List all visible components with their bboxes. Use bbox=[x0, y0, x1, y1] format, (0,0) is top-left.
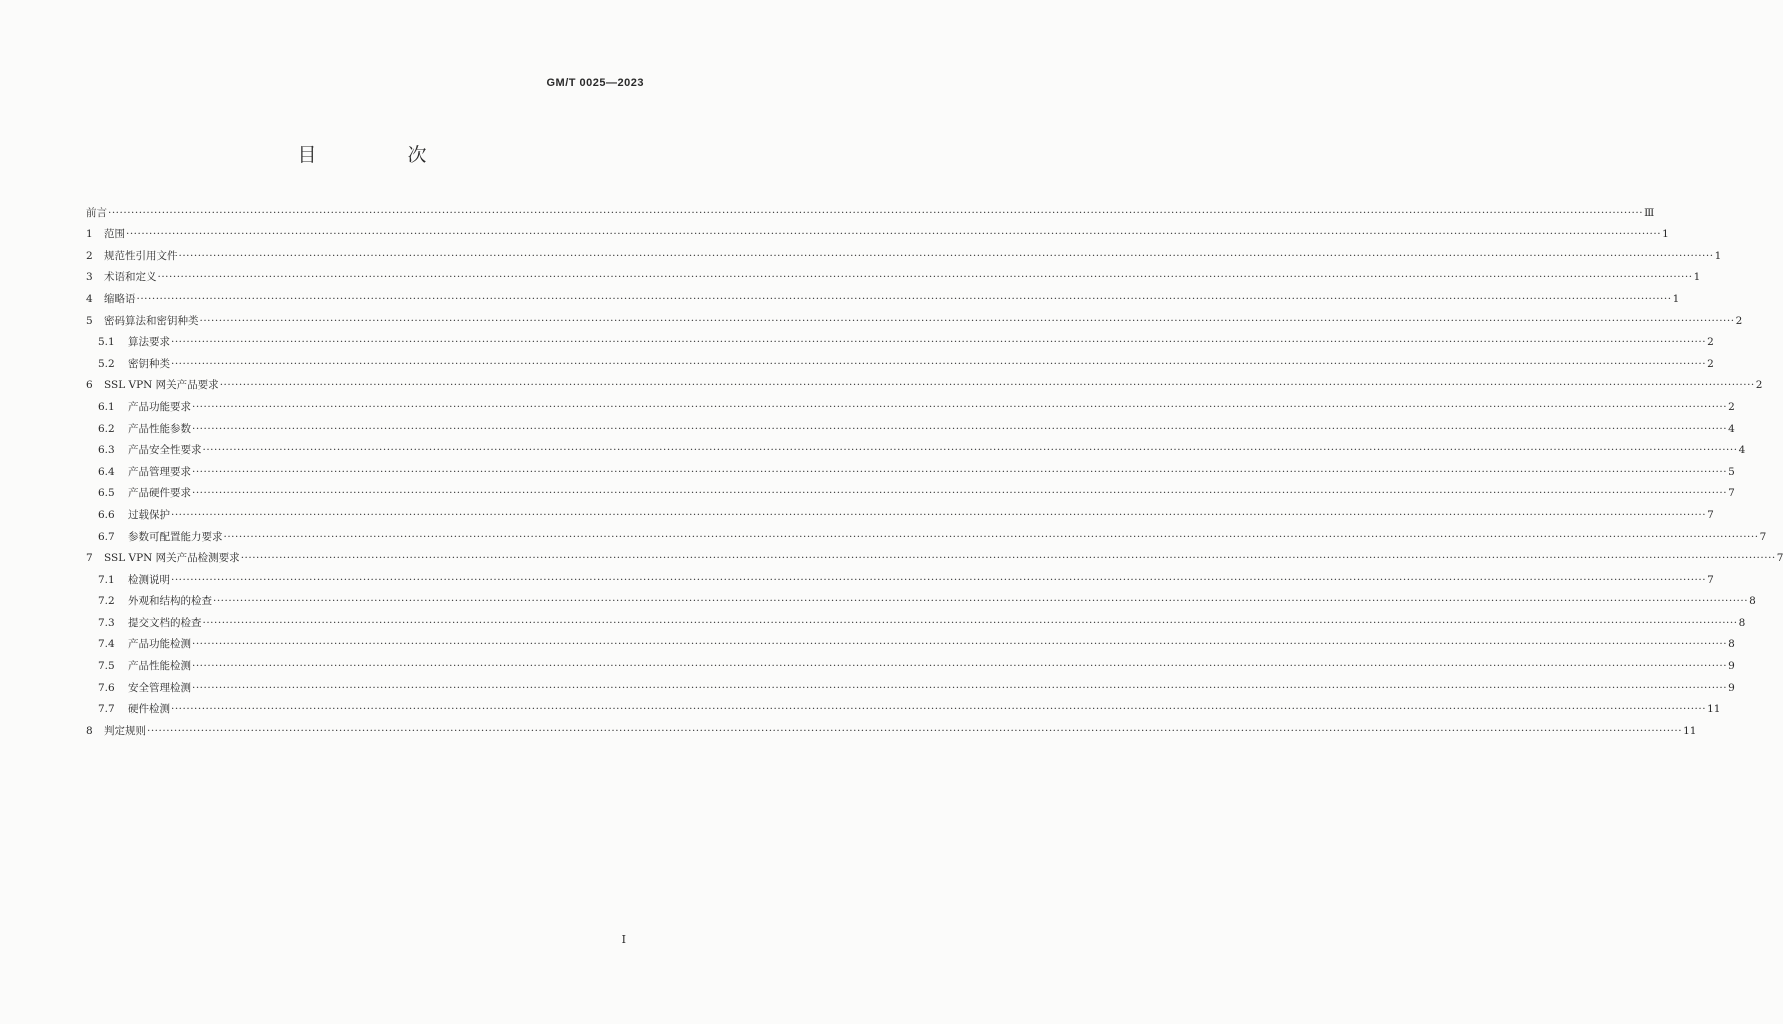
toc-entry-page: 7 bbox=[1707, 508, 1714, 521]
page-number: I bbox=[621, 933, 626, 946]
toc-entry-title: 密码算法和密钥种类 bbox=[104, 314, 199, 327]
toc-entry-page: 1 bbox=[1714, 249, 1722, 262]
toc-entry[interactable] bbox=[86, 349, 1714, 371]
toc-entry[interactable] bbox=[86, 328, 1714, 350]
toc-entry-number: 7.6 bbox=[98, 681, 115, 694]
toc-entry-number: 6.6 bbox=[98, 508, 115, 521]
toc-entry-title: 前言 bbox=[86, 206, 107, 219]
toc-entry-page: 1 bbox=[1662, 228, 1669, 241]
dot-leader: ················································································································································································································································································································································································································ bbox=[240, 552, 1776, 565]
toc-entry-title: 提交文档的检查 bbox=[128, 616, 202, 629]
toc-entry-page: 8 bbox=[1749, 595, 1756, 608]
toc-entry[interactable] bbox=[86, 371, 1763, 393]
toc-entry-number: 6 bbox=[86, 379, 93, 392]
toc-entry-number: 1 bbox=[86, 228, 93, 241]
toc-entry-page: 7 bbox=[1776, 552, 1783, 565]
toc-entry-title: SSL VPN 网关产品检测要求 bbox=[104, 552, 240, 565]
toc-entry-page: 2 bbox=[1735, 314, 1743, 327]
toc-entry-page: 11 bbox=[1683, 724, 1697, 737]
toc-entry[interactable] bbox=[86, 436, 1746, 458]
toc-entry-title: 安全管理检测 bbox=[128, 681, 191, 694]
toc-title: 目 次 bbox=[297, 144, 463, 166]
dot-leader: ················································································································································································································································································································································································································ bbox=[171, 336, 1707, 349]
toc-entry[interactable] bbox=[86, 414, 1735, 436]
toc-entry-title: 产品功能要求 bbox=[128, 400, 191, 413]
toc-entry-title: 硬件检测 bbox=[128, 703, 170, 716]
toc-entry[interactable] bbox=[86, 306, 1743, 328]
dot-leader: ················································································································································································································································································································································································································ bbox=[223, 530, 1759, 543]
toc-entry-page: 5 bbox=[1728, 465, 1735, 478]
toc-entry-page: 4 bbox=[1738, 444, 1746, 457]
dot-leader: ················································································································································································································································································································································································································ bbox=[171, 508, 1707, 521]
toc-entry-page: 1 bbox=[1693, 271, 1701, 284]
toc-entry-page: 2 bbox=[1707, 336, 1714, 349]
toc-entry-number: 6.3 bbox=[98, 444, 115, 457]
toc-entry[interactable] bbox=[86, 500, 1714, 522]
dot-leader: ················································································································································································································································································································································································································ bbox=[192, 638, 1728, 651]
toc-entry-number: 3 bbox=[86, 271, 93, 284]
toc-entry-number: 7.4 bbox=[98, 638, 115, 651]
toc-entry-page: 7 bbox=[1707, 573, 1714, 586]
toc-entry-number: 7.1 bbox=[98, 573, 115, 586]
toc-entry[interactable] bbox=[86, 587, 1756, 609]
toc-entry[interactable] bbox=[86, 695, 1721, 717]
toc-entry-page: 9 bbox=[1728, 681, 1735, 694]
toc-entry-title: 产品硬件要求 bbox=[128, 487, 191, 500]
dot-leader: ················································································································································································································································································································································································································ bbox=[136, 292, 1672, 305]
toc-entry[interactable] bbox=[86, 673, 1735, 695]
toc-entry[interactable] bbox=[86, 608, 1746, 630]
toc-entry-number: 6.4 bbox=[98, 465, 115, 478]
dot-leader: ················································································································································································································································································································································································································ bbox=[178, 249, 1714, 262]
toc-entry-number: 6.2 bbox=[98, 422, 115, 435]
toc-entry-page: 7 bbox=[1759, 530, 1767, 543]
toc-entry-number: 5.2 bbox=[98, 357, 115, 370]
toc-entry[interactable] bbox=[86, 651, 1735, 673]
toc-entry-page: Ⅲ bbox=[1644, 206, 1655, 219]
toc-entry-title: 规范性引用文件 bbox=[104, 249, 178, 262]
toc-entry-number: 6.1 bbox=[98, 400, 115, 413]
dot-leader: ················································································································································································································································································································································································································ bbox=[108, 206, 1644, 219]
table-of-contents bbox=[86, 198, 1783, 738]
toc-entry-number: 7.7 bbox=[98, 703, 115, 716]
toc-entry-number: 8 bbox=[86, 724, 93, 737]
toc-entry-title: 判定规则 bbox=[104, 724, 146, 737]
toc-entry-number: 6.7 bbox=[98, 530, 115, 543]
toc-entry-title: 检测说明 bbox=[128, 573, 170, 586]
toc-entry[interactable] bbox=[86, 198, 1655, 220]
toc-entry[interactable] bbox=[86, 630, 1735, 652]
toc-entry[interactable] bbox=[86, 544, 1783, 566]
toc-entry-page: 9 bbox=[1728, 660, 1735, 673]
toc-entry-page: 4 bbox=[1728, 422, 1735, 435]
toc-entry-number: 4 bbox=[86, 292, 93, 305]
toc-entry-page: 2 bbox=[1728, 400, 1735, 413]
toc-entry-number: 6.5 bbox=[98, 487, 115, 500]
dot-leader: ················································································································································································································································································································································································································ bbox=[213, 595, 1749, 608]
toc-entry[interactable] bbox=[86, 457, 1735, 479]
toc-entry[interactable] bbox=[86, 522, 1767, 544]
dot-leader: ················································································································································································································································································································································································································ bbox=[192, 681, 1728, 694]
dot-leader: ················································································································································································································································································································································································································ bbox=[171, 573, 1707, 586]
toc-entry-title: 产品管理要求 bbox=[128, 465, 191, 478]
toc-entry-page: 2 bbox=[1707, 357, 1714, 370]
toc-entry-number: 7.3 bbox=[98, 616, 115, 629]
toc-entry-page: 8 bbox=[1738, 616, 1746, 629]
toc-entry-title: 过载保护 bbox=[128, 508, 170, 521]
toc-entry[interactable] bbox=[86, 479, 1735, 501]
dot-leader: ················································································································································································································································································································································································································ bbox=[202, 444, 1738, 457]
dot-leader: ················································································································································································································································································································································································································ bbox=[192, 465, 1728, 478]
toc-entry-title: 范围 bbox=[104, 228, 125, 241]
toc-entry-title: 参数可配置能力要求 bbox=[128, 530, 223, 543]
toc-entry-title: 术语和定义 bbox=[104, 271, 157, 284]
toc-entry-number: 2 bbox=[86, 249, 93, 262]
dot-leader: ················································································································································································································································································································································································································ bbox=[171, 357, 1707, 370]
dot-leader: ················································································································································································································································································································································································································ bbox=[192, 400, 1728, 413]
dot-leader: ················································································································································································································································································································································································································ bbox=[219, 379, 1755, 392]
dot-leader: ················································································································································································································································································································································································································ bbox=[199, 314, 1735, 327]
toc-entry-title: 外观和结构的检查 bbox=[128, 595, 212, 608]
toc-entry[interactable] bbox=[86, 284, 1680, 306]
dot-leader: ················································································································································································································································································································································································································ bbox=[157, 271, 1693, 284]
toc-entry[interactable] bbox=[86, 220, 1669, 242]
toc-entry-title: 产品性能检测 bbox=[128, 660, 191, 673]
toc-entry-number: 7.2 bbox=[98, 595, 115, 608]
toc-entry-page: 7 bbox=[1728, 487, 1735, 500]
toc-entry-page: 8 bbox=[1728, 638, 1735, 651]
toc-entry[interactable] bbox=[86, 392, 1735, 414]
dot-leader: ················································································································································································································································································································································································································ bbox=[171, 703, 1707, 716]
toc-entry-title: SSL VPN 网关产品要求 bbox=[104, 379, 219, 392]
toc-entry-title: 缩略语 bbox=[104, 292, 136, 305]
toc-entry[interactable] bbox=[86, 263, 1701, 285]
dot-leader: ················································································································································································································································································································································································································ bbox=[192, 660, 1728, 673]
dot-leader: ················································································································································································································································································································································································································ bbox=[126, 228, 1662, 241]
toc-entry-title: 产品安全性要求 bbox=[128, 444, 202, 457]
dot-leader: ················································································································································································································································································································································································································ bbox=[202, 616, 1738, 629]
toc-entry[interactable] bbox=[86, 716, 1697, 738]
toc-entry-number: 5 bbox=[86, 314, 93, 327]
toc-entry-title: 密钥种类 bbox=[128, 357, 170, 370]
toc-entry-number: 7.5 bbox=[98, 660, 115, 673]
toc-entry[interactable] bbox=[86, 241, 1722, 263]
dot-leader: ················································································································································································································································································································································································································ bbox=[192, 422, 1728, 435]
toc-entry[interactable] bbox=[86, 565, 1714, 587]
toc-entry-title: 产品功能检测 bbox=[128, 638, 191, 651]
dot-leader: ················································································································································································································································································································································································································ bbox=[192, 487, 1728, 500]
standard-code: GM/T 0025—2023 bbox=[546, 77, 644, 89]
toc-entry-page: 1 bbox=[1672, 292, 1680, 305]
toc-entry-title: 产品性能参数 bbox=[128, 422, 191, 435]
toc-entry-title: 算法要求 bbox=[128, 336, 170, 349]
toc-entry-page: 2 bbox=[1755, 379, 1763, 392]
dot-leader: ················································································································································································································································································································································································································ bbox=[147, 724, 1683, 737]
toc-entry-number: 5.1 bbox=[98, 336, 115, 349]
toc-entry-page: 11 bbox=[1707, 703, 1721, 716]
toc-entry-number: 7 bbox=[86, 552, 93, 565]
